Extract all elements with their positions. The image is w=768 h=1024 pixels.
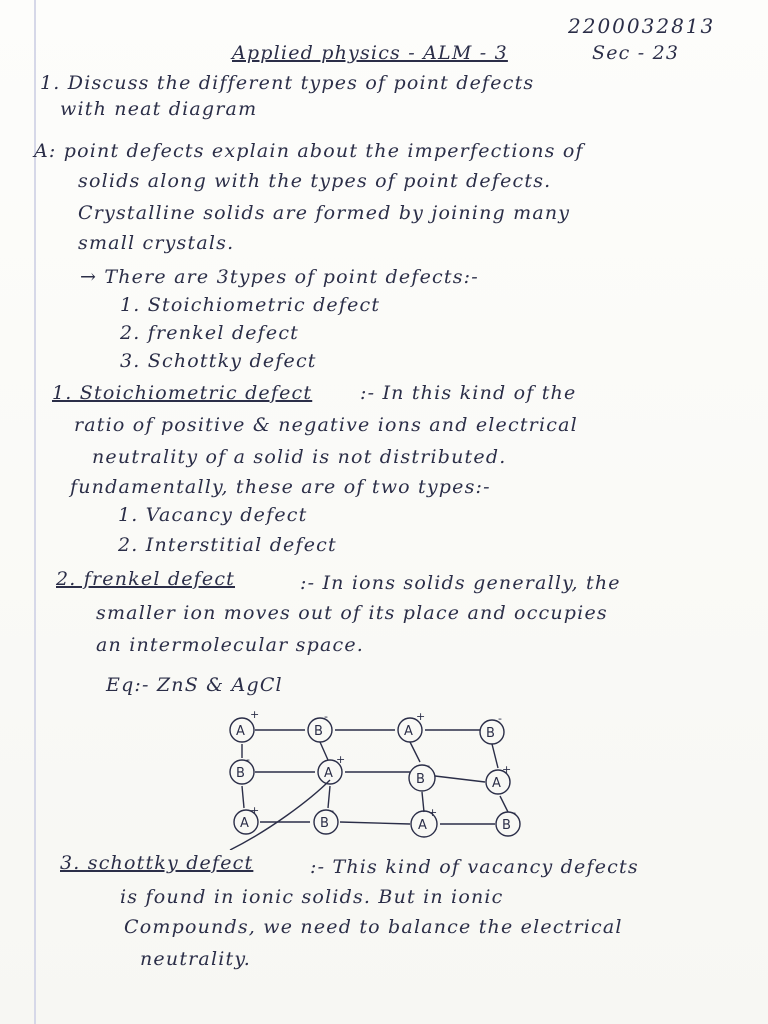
- ion-b-label: B: [314, 724, 323, 739]
- answer-line-1: A: point defects explain about the imperfections of: [34, 140, 584, 162]
- stoichiometric-line-4: fundamentally, these are of two types:-: [70, 476, 491, 498]
- ion-b-label: B: [236, 766, 245, 781]
- stoichiometric-line-3: neutrality of a solid is not distributed.: [92, 446, 507, 468]
- ion-a-label: A: [404, 724, 413, 739]
- type-item-3: 3. Schottky defect: [120, 350, 317, 372]
- ion-b-label: B: [502, 818, 511, 833]
- ion-b-label: B: [486, 726, 495, 741]
- types-intro: → There are 3types of point defects:-: [80, 266, 479, 288]
- stoich-type-2: 2. Interstitial defect: [118, 534, 337, 556]
- answer-line-3: Crystalline solids are formed by joining many: [78, 202, 571, 224]
- bond-line: [340, 822, 410, 824]
- charge-minus: -: [426, 759, 430, 772]
- ion-a-label: A: [492, 776, 501, 791]
- frenkel-heading: 2. frenkel defect: [56, 568, 235, 590]
- schottky-heading: 3. schottky defect: [60, 852, 254, 874]
- stoichiometric-line-1: :- In this kind of the: [360, 382, 577, 404]
- charge-plus: +: [250, 804, 260, 817]
- ion-b-label: B: [320, 816, 329, 831]
- page-title: Applied physics - ALM - 3: [232, 42, 508, 64]
- charge-plus: +: [502, 763, 512, 776]
- charge-plus: +: [428, 806, 438, 819]
- ion-a-label: A: [236, 724, 245, 739]
- question-line-2: with neat diagram: [60, 98, 258, 120]
- schottky-line-1: :- This kind of vacancy defects: [310, 856, 639, 878]
- bond-line: [422, 792, 424, 812]
- answer-line-4: small crystals.: [78, 232, 235, 254]
- bond-line: [500, 796, 508, 812]
- student-id: 2200032813: [568, 14, 716, 38]
- schottky-line-4: neutrality.: [140, 948, 252, 970]
- bond-line: [242, 786, 244, 808]
- ion-a-label: A: [418, 818, 427, 833]
- ion-a-label: A: [324, 766, 333, 781]
- charge-minus: -: [512, 806, 516, 819]
- question-line-1: 1. Discuss the different types of point defects: [40, 72, 535, 94]
- frenkel-line-2: smaller ion moves out of its place and occupies: [96, 602, 608, 624]
- schottky-line-3: Compounds, we need to balance the electrical: [124, 916, 623, 938]
- charge-plus: +: [336, 753, 346, 766]
- example-label: Eq:- ZnS & AgCl: [106, 674, 283, 696]
- type-item-2: 2. frenkel defect: [120, 322, 299, 344]
- charge-minus: -: [498, 712, 502, 725]
- charge-minus: -: [324, 710, 328, 723]
- section-label: Sec - 23: [592, 42, 680, 64]
- frenkel-line-1: :- In ions solids generally, the: [300, 572, 621, 594]
- bond-line: [492, 744, 498, 768]
- schottky-line-2: is found in ionic solids. But in ionic: [120, 886, 504, 908]
- displacement-curve: [230, 780, 330, 850]
- frenkel-line-3: an intermolecular space.: [96, 634, 365, 656]
- charge-minus: -: [330, 804, 334, 817]
- stoichiometric-line-2: ratio of positive & negative ions and electrical: [74, 414, 578, 436]
- bond-line: [410, 742, 420, 762]
- bond-line: [320, 742, 328, 760]
- charge-plus: +: [416, 710, 426, 723]
- answer-line-2: solids along with the types of point defects.: [78, 170, 552, 192]
- charge-plus: +: [250, 708, 260, 721]
- charge-minus: -: [246, 753, 250, 766]
- ion-a-label: A: [240, 816, 249, 831]
- bond-line: [435, 776, 485, 782]
- frenkel-defect-diagram: [200, 700, 540, 850]
- stoichiometric-heading: 1. Stoichiometric defect: [52, 382, 313, 404]
- ion-b-label: B: [416, 772, 425, 787]
- stoich-type-1: 1. Vacancy defect: [118, 504, 308, 526]
- type-item-1: 1. Stoichiometric defect: [120, 294, 381, 316]
